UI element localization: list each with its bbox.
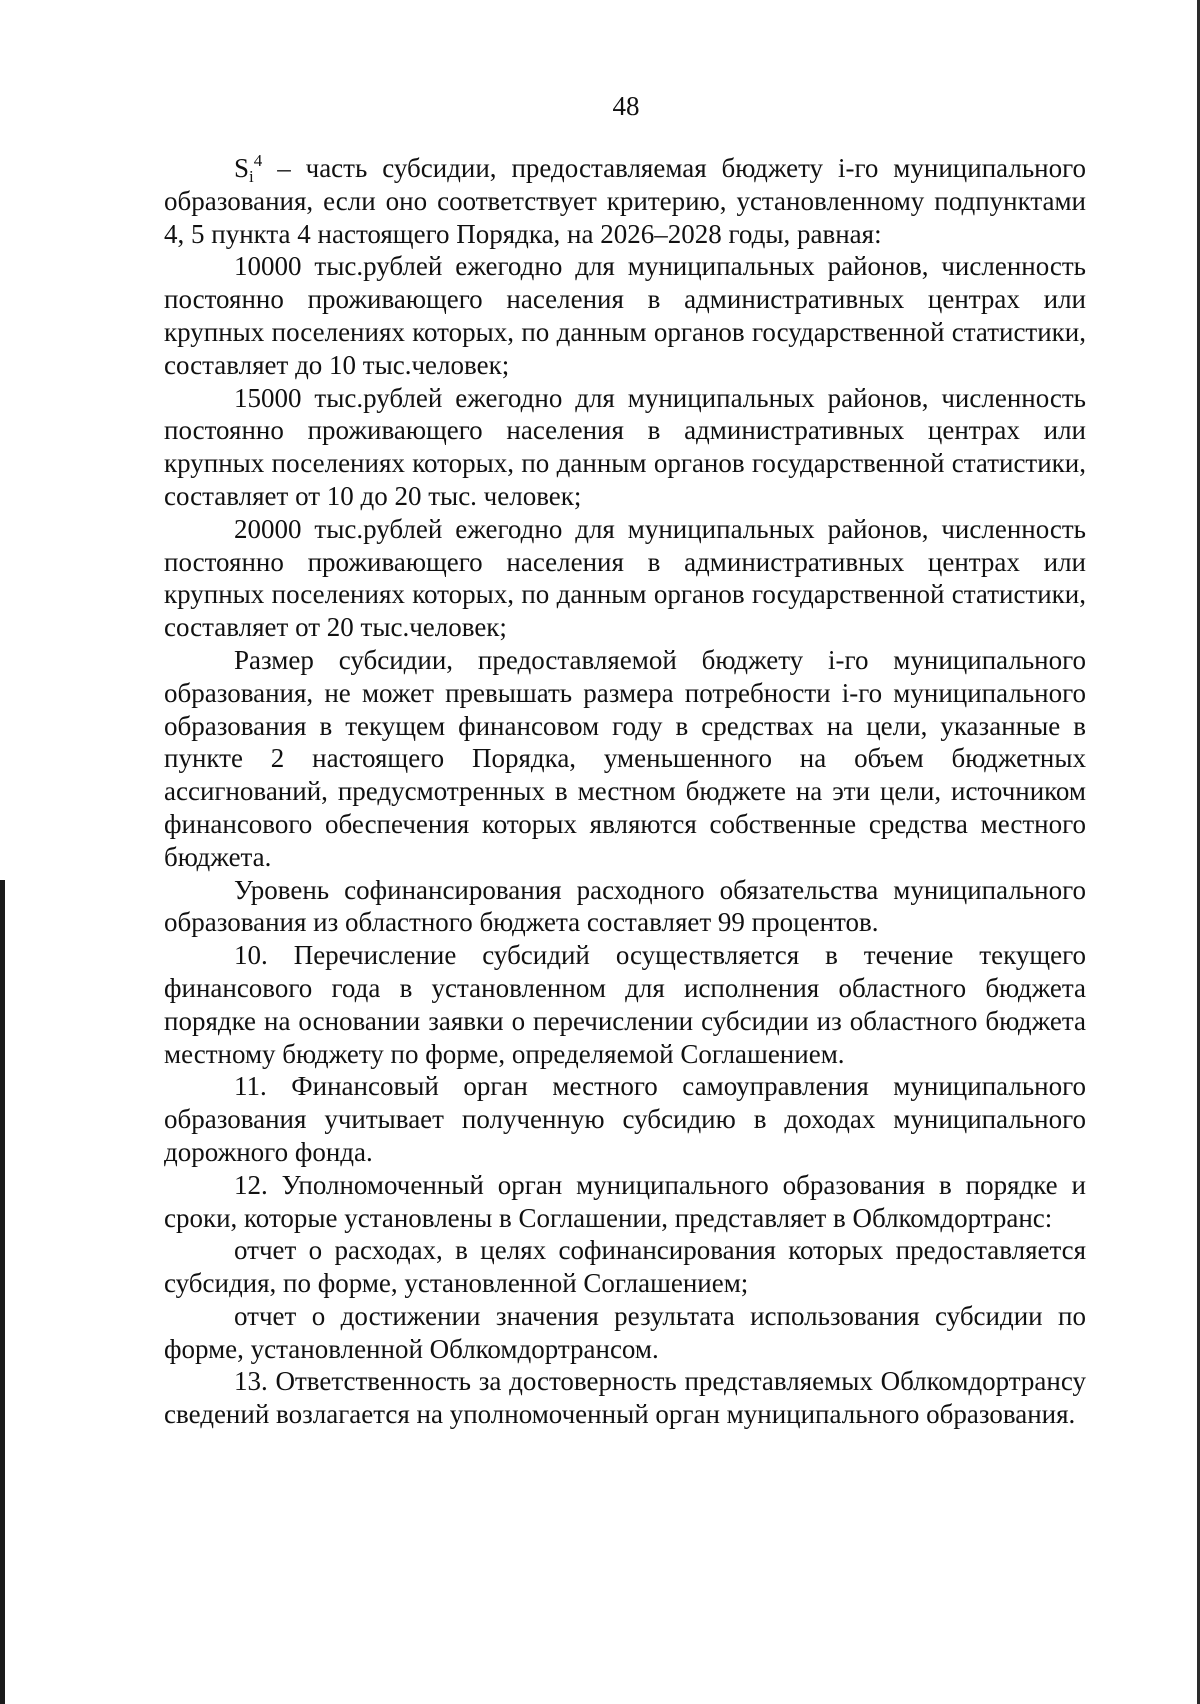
formula-paragraph xyxy=(164,152,1086,250)
formula-text: – часть субсидии, предоставляемая бюджету i-го муниципального образования, если оно соответствует критерию, установленному подпунктами 4, 5 пункта 4 настоящего Порядка, на 2026–2028 годы, равная: xyxy=(164,153,1086,249)
paragraph-item-13: 13. Ответственность за достоверность представляемых Облкомдортрансу сведений возлагается на уполномоченный орган муниципального образования. xyxy=(164,1366,1086,1430)
page-number: 48 xyxy=(612,91,640,121)
paragraph-rate-10000: 10000 тыс.рублей ежегодно для муниципальных районов, численность постоянно проживающего населения в административных центрах или крупных поселениях которых, по данным органов государственной статистики, составляет до 10 тыс.человек; xyxy=(164,251,1086,380)
paragraph-subsidy-size: Размер субсидии, предоставляемой бюджету i-го муниципального образования, не может превышать размера потребности i-го муниципального образования в текущем финансовом году в средствах на цели, указанные в пункте 2 настоящего Порядка, уменьшенного на объем бюджетных ассигнований, предусмотренных в местном бюджете на эти цели, источником финансового обеспечения которых являются собственные средства местного бюджета. xyxy=(164,644,1086,872)
paragraph-item-12: 12. Уполномоченный орган муниципального образования в порядке и сроки, которые установлены в Соглашении, представляет в Облкомдортранс: xyxy=(164,1169,1086,1233)
formula-symbol-base: S xyxy=(234,153,250,183)
paragraph-item-10: 10. Перечисление субсидий осуществляется в течение текущего финансового года в установленном для исполнения областного бюджета порядке на основании заявки о перечислении субсидии из областного бюджета местному бюджету по форме, определяемой Соглашением. xyxy=(164,940,1086,1069)
document-body xyxy=(164,152,1086,1431)
formula-symbol-sup: 4 xyxy=(253,151,263,170)
paragraph-report-expenses: отчет о расходах, в целях софинансирования которых предоставляется субсидия, по форме, установленной Соглашением; xyxy=(164,1235,1086,1299)
paragraph-rate-20000: 20000 тыс.рублей ежегодно для муниципальных районов, численность постоянно проживающего населения в административных центрах или крупных поселениях которых, по данным органов государственной статистики, составляет от 20 тыс.человек; xyxy=(164,513,1086,643)
paragraph-cofinancing-level: Уровень софинансирования расходного обязательства муниципального образования из областного бюджета составляет 99 процентов. xyxy=(164,874,1086,938)
paragraph-item-11: 11. Финансовый орган местного самоуправления муниципального образования учитывает полученную субсидию в доходах муниципального дорожного фонда. xyxy=(164,1071,1086,1167)
paragraph-rate-15000: 15000 тыс.рублей ежегодно для муниципальных районов, численность постоянно проживающего населения в административных центрах или крупных поселениях которых, по данным органов государственной статистики, составляет от 10 до 20 тыс. человек; xyxy=(164,382,1086,511)
paragraph-report-result: отчет о достижении значения результата использования субсидии по форме, установленной Облкомдортрансом. xyxy=(164,1300,1086,1364)
scan-edge-left xyxy=(0,880,5,1704)
formula-symbol xyxy=(234,151,263,186)
formula-symbol-sub: i xyxy=(249,167,254,186)
